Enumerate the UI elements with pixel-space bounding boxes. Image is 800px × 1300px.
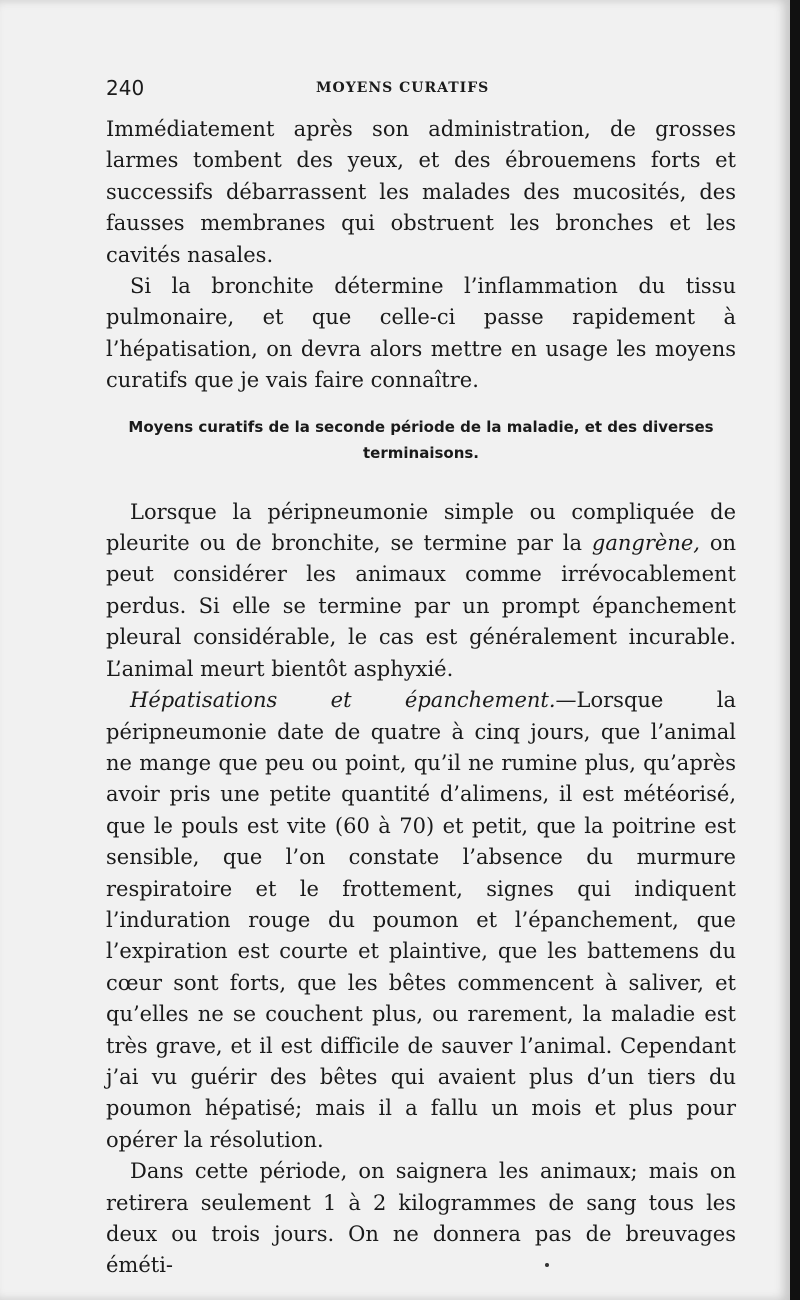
paragraph-4-text: —Lorsque la péripneumonie date de quatre à cinq jours, que l’animal ne mange que peu ou point, qu’il ne rumine plus, qu’après avoir pris une petite quantité d’alimens, il est météorisé, que le pouls est vite (60 à 70) et petit, que la poitrine est sensible, que l’on constate l’absence du murmure respiratoire et le frottement, signes qui indiquent l’induration rouge du poumon et l’épanchement, que l’expiration est courte et plaintive, que les battemens du cœur sont forts, que les bêtes commencent à saliver, et qu’elles ne se couchent plus, ou rarement, la maladie est très grave, et il est difficile de sauver l’animal. Cependant j’ai vu guérir des bêtes qui avaient plus d’un tiers du poumon hépatisé; mais il a fallu un mois et plus pour opérer la résolution. [106,688,736,1152]
section-subheading: Moyens curatifs de la seconde période de la maladie, et des diverses terminaisons. [128,417,714,462]
paragraph-2: Si la bronchite détermine l’inflammation du tissu pulmonaire, et que celle-ci passe rapidement à l’hépatisation, on devra alors mettre en usage les moyens curatifs que je vais faire connaître. [106,274,736,393]
paragraph-3-continuation: on peut considérer les animaux comme irrévocablement perdus. Si elle se termine par un prompt épanchement pleural considérable, le cas est généralement incurable. L’animal meurt bientôt asphyxié. [106,531,736,681]
page-body [106,114,736,1282]
page-edge [790,0,800,1300]
print-mark [545,1263,549,1267]
paragraph-1: Immédiatement après son administration, de grosses larmes tombent des yeux, et des ébrouemens forts et successifs débarrassent les malades des mucosités, des fausses membranes qui obstruent les bronches et les cavités nasales. [106,117,736,267]
page-number: 240 [106,76,145,100]
section-run-in-heading: Hépatisations et épanchement. [130,688,556,713]
paragraph-4 [106,685,736,1156]
running-head: MOYENS CURATIFS [316,80,490,96]
gangrene-emphasis: gangrène, [591,531,700,556]
page-header [106,76,676,106]
paragraph-3-text: Lorsque la péripneumonie simple ou compliquée de pleurite ou de bronchite, se termine par la [106,499,736,556]
paragraph-3 [106,497,736,685]
paragraph-5: Dans cette période, on saignera les animaux; mais on retirera seulement 1 à 2 kilogrammes de sang tous les deux ou trois jours. On ne donnera pas de breuvages éméti- [106,1159,736,1278]
